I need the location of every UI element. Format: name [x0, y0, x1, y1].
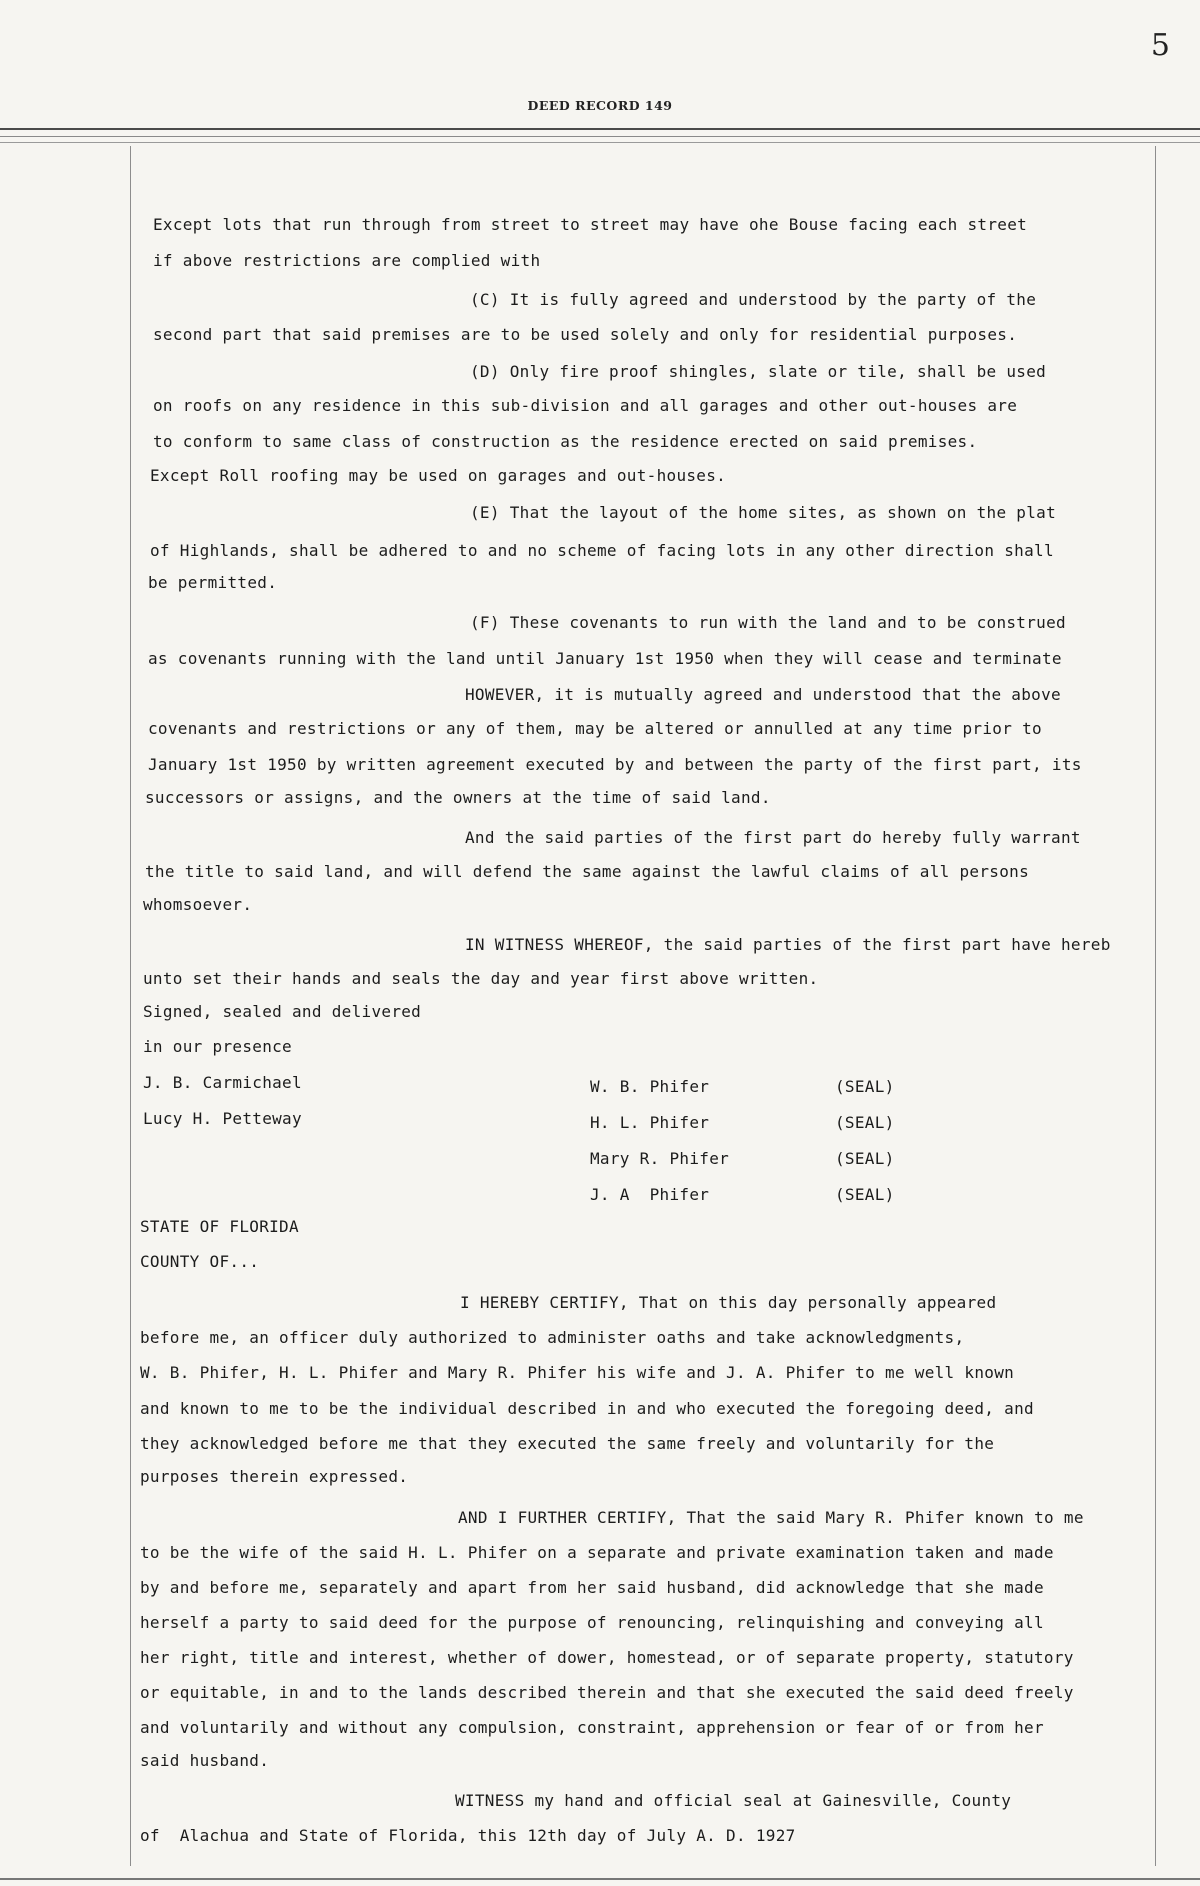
witness-name: J. B. Carmichael — [143, 1073, 302, 1092]
text-line: unto set their hands and seals the day and year first above written. — [143, 969, 819, 988]
certificate-line: to be the wife of the said H. L. Phifer on a separate and private examination taken and made — [140, 1543, 1054, 1562]
certificate-line: purposes therein expressed. — [140, 1467, 409, 1486]
signer-name: H. L. Phifer — [590, 1113, 710, 1132]
text-line: to conform to same class of construction as the residence erected on said premises. — [153, 432, 978, 451]
signer-name: Mary R. Phifer — [590, 1149, 730, 1168]
text-line: And the said parties of the first part do hereby fully warrant — [465, 828, 1081, 847]
text-line: (D) Only fire proof shingles, slate or tile, shall be used — [470, 362, 1047, 381]
text-line: on roofs on any residence in this sub-division and all garages and other out-houses are — [153, 396, 1018, 415]
seal-mark: (SEAL) — [835, 1149, 895, 1168]
venue-county: COUNTY OF... — [140, 1252, 260, 1271]
witness-name: Lucy H. Petteway — [143, 1109, 302, 1128]
signer-name: J. A Phifer — [590, 1185, 710, 1204]
certificate-line: and voluntarily and without any compulsion, constraint, apprehension or fear of or from her — [140, 1718, 1044, 1737]
text-line: Except lots that run through from street to street may have ohe Bouse facing each street — [153, 215, 1028, 234]
certificate-line: W. B. Phifer, H. L. Phifer and Mary R. Phifer his wife and J. A. Phifer to me well known — [140, 1363, 1015, 1382]
text-line: HOWEVER, it is mutually agreed and understood that the above — [465, 685, 1061, 704]
certificate-line: herself a party to said deed for the purpose of renouncing, relinquishing and conveying all — [140, 1613, 1044, 1632]
running-head: DEED RECORD 149 — [527, 98, 673, 113]
text-line: whomsoever. — [143, 895, 253, 914]
text-line: successors or assigns, and the owners at the time of said land. — [145, 788, 771, 807]
signer-name: W. B. Phifer — [590, 1077, 710, 1096]
text-line: Signed, sealed and delivered — [143, 1002, 422, 1021]
text-line: Except Roll roofing may be used on garages and out-houses. — [150, 466, 727, 485]
certificate-line: WITNESS my hand and official seal at Gainesville, County — [455, 1791, 1012, 1810]
text-line: IN WITNESS WHEREOF, the said parties of the first part have hereb — [465, 935, 1111, 954]
certificate-line: before me, an officer duly authorized to administer oaths and take acknowledgments, — [140, 1328, 965, 1347]
text-line: if above restrictions are complied with — [153, 251, 541, 270]
text-line: (E) That the layout of the home sites, as shown on the plat — [470, 503, 1057, 522]
certificate-line: or equitable, in and to the lands described therein and that she executed the said deed freely — [140, 1683, 1074, 1702]
venue-state: STATE OF FLORIDA — [140, 1217, 299, 1236]
certificate-line: said husband. — [140, 1751, 270, 1770]
text-line: in our presence — [143, 1037, 292, 1056]
certificate-line: I HEREBY CERTIFY, That on this day personally appeared — [460, 1293, 997, 1312]
page-number: 5 — [1150, 28, 1170, 63]
certificate-line: by and before me, separately and apart from her said husband, did acknowledge that she made — [140, 1578, 1044, 1597]
certificate-line: her right, title and interest, whether of dower, homestead, or of separate property, statutory — [140, 1648, 1074, 1667]
text-line: be permitted. — [148, 573, 278, 592]
seal-mark: (SEAL) — [835, 1185, 895, 1204]
certificate-line: of Alachua and State of Florida, this 12th day of July A. D. 1927 — [140, 1826, 796, 1845]
seal-mark: (SEAL) — [835, 1077, 895, 1096]
text-line: (C) It is fully agreed and understood by the party of the — [470, 290, 1037, 309]
certificate-line: and known to me to be the individual described in and who executed the foregoing deed, and — [140, 1399, 1034, 1418]
text-line: covenants and restrictions or any of them, may be altered or annulled at any time prior to — [148, 719, 1042, 738]
text-line: second part that said premises are to be used solely and only for residential purposes. — [153, 325, 1018, 344]
text-line: the title to said land, and will defend the same against the lawful claims of all persons — [145, 862, 1030, 881]
certificate-line: AND I FURTHER CERTIFY, That the said Mary R. Phifer known to me — [458, 1508, 1084, 1527]
certificate-line: they acknowledged before me that they executed the same freely and voluntarily for the — [140, 1434, 995, 1453]
text-line: January 1st 1950 by written agreement executed by and between the party of the first part, its — [148, 755, 1082, 774]
text-line: (F) These covenants to run with the land and to be construed — [470, 613, 1066, 632]
text-line: of Highlands, shall be adhered to and no scheme of facing lots in any other direction shall — [150, 541, 1054, 560]
seal-mark: (SEAL) — [835, 1113, 895, 1132]
text-line: as covenants running with the land until January 1st 1950 when they will cease and terminate — [148, 649, 1062, 668]
